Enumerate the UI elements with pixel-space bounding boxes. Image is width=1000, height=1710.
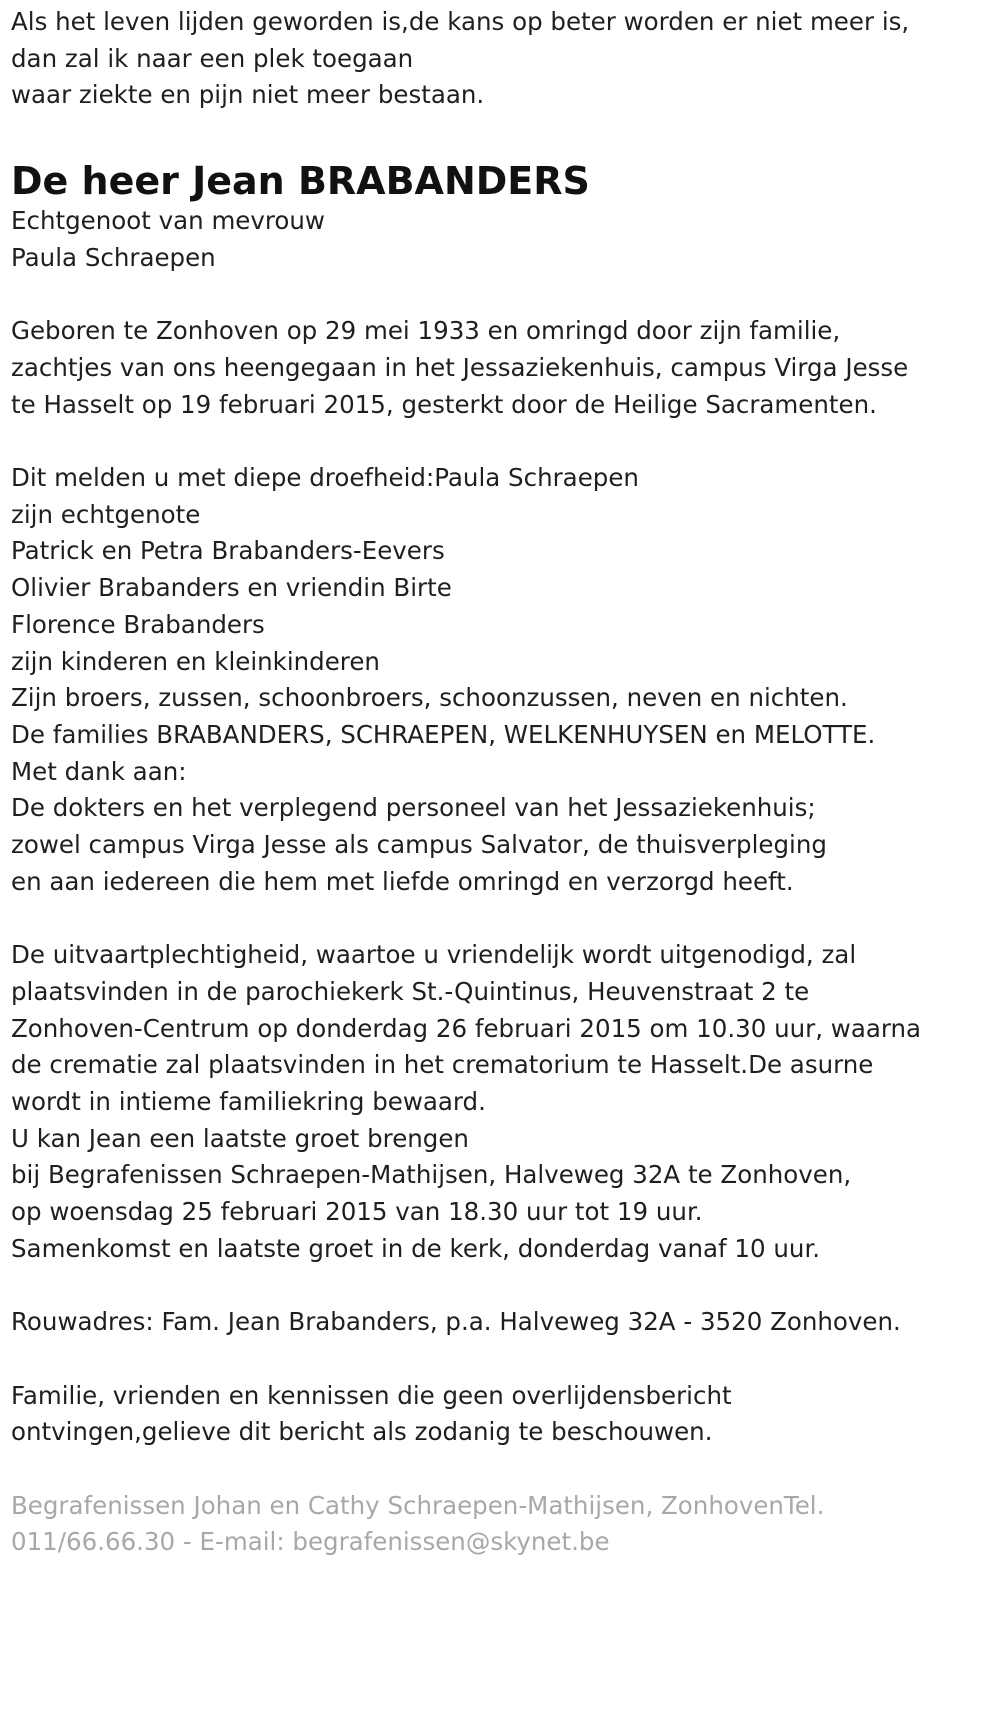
poem-line: Als het leven lijden geworden is,de kans op beter worden er niet meer is, <box>11 7 910 36</box>
deceased-name: De heer Jean BRABANDERS <box>11 159 590 204</box>
funeral-home-footer <box>11 1488 990 1561</box>
notice-line: Familie, vrienden en kennissen die geen overlijdensbericht <box>11 1380 732 1410</box>
family-line: zowel campus Virga Jesse als campus Salvator, de thuisverpleging <box>11 830 827 860</box>
poem-line: waar ziekte en pijn niet meer bestaan. <box>11 80 485 110</box>
family-line: De families BRABANDERS, SCHRAEPEN, WELKENHUYSEN en MELOTTE. <box>11 719 876 749</box>
spouse-section <box>11 203 990 276</box>
ceremony-line: plaatsvinden in de parochiekerk St.-Quintinus, Heuvenstraat 2 te <box>11 976 810 1006</box>
ceremony-line: de crematie zal plaatsvinden in het crematorium te Hasselt.De asurne <box>11 1050 874 1080</box>
ceremony-line: op woensdag 25 februari 2015 van 18.30 uur tot 19 uur. <box>11 1197 703 1227</box>
family-line: Dit melden u met diepe droefheid:Paula Schraepen <box>11 463 639 492</box>
notice-line: ontvingen,gelieve dit bericht als zodanig te beschouwen. <box>11 1417 713 1447</box>
family-line: zijn echtgenote <box>11 499 201 529</box>
family-line: Patrick en Petra Brabanders-Eevers <box>11 536 445 566</box>
ceremony-section <box>11 937 990 1267</box>
birth-death-line: te Hasselt op 19 februari 2015, gesterkt door de Heilige Sacramenten. <box>11 389 877 419</box>
footer-line: Begrafenissen Johan en Cathy Schraepen-Mathijsen, ZonhovenTel. <box>11 1490 825 1520</box>
family-line: Olivier Brabanders en vriendin Birte <box>11 573 452 603</box>
ceremony-line: wordt in intieme familiekring bewaard. <box>11 1086 486 1116</box>
family-line: en aan iedereen die hem met liefde omringd en verzorgd heeft. <box>11 866 794 896</box>
spacer <box>11 1267 990 1304</box>
ceremony-line: Samenkomst en laatste groet in de kerk, donderdag vanaf 10 uur. <box>11 1233 821 1263</box>
family-line: Met dank aan: <box>11 756 187 786</box>
family-section <box>11 460 990 900</box>
spacer <box>11 1341 990 1378</box>
birth-death-line: zachtjes van ons heengegaan in het Jessaziekenhuis, campus Virga Jesse <box>11 352 909 382</box>
ceremony-line: bij Begrafenissen Schraepen-Mathijsen, Halveweg 32A te Zonhoven, <box>11 1160 852 1190</box>
footer-line: 011/66.66.30 - E-mail: begrafenissen@skynet.be <box>11 1527 610 1557</box>
ceremony-line: U kan Jean een laatste groet brengen <box>11 1123 469 1153</box>
family-line: Florence Brabanders <box>11 609 265 639</box>
birth-death-line: Geboren te Zonhoven op 29 mei 1933 en omringd door zijn familie, <box>11 316 841 346</box>
birth-death-section <box>11 313 990 423</box>
spacer <box>11 1451 990 1488</box>
spouse-line: Paula Schraepen <box>11 242 216 272</box>
spacer <box>11 277 990 314</box>
poem <box>11 4 990 114</box>
family-line: Zijn broers, zussen, schoonbroers, schoonzussen, neven en nichten. <box>11 683 848 713</box>
ceremony-line: De uitvaartplechtigheid, waartoe u vriendelijk wordt uitgenodigd, zal <box>11 940 857 970</box>
mourning-address: Rouwadres: Fam. Jean Brabanders, p.a. Halveweg 32A - 3520 Zonhoven. <box>11 1307 901 1337</box>
spacer <box>11 900 990 937</box>
poem-line: dan zal ik naar een plek toegaan <box>11 43 414 73</box>
ceremony-line: Zonhoven-Centrum op donderdag 26 februari 2015 om 10.30 uur, waarna <box>11 1013 922 1043</box>
notice-section <box>11 1378 990 1451</box>
spacer <box>11 423 990 460</box>
family-line: De dokters en het verplegend personeel van het Jessaziekenhuis; <box>11 793 816 823</box>
family-line: zijn kinderen en kleinkinderen <box>11 646 380 676</box>
spouse-line: Echtgenoot van mevrouw <box>11 206 325 236</box>
